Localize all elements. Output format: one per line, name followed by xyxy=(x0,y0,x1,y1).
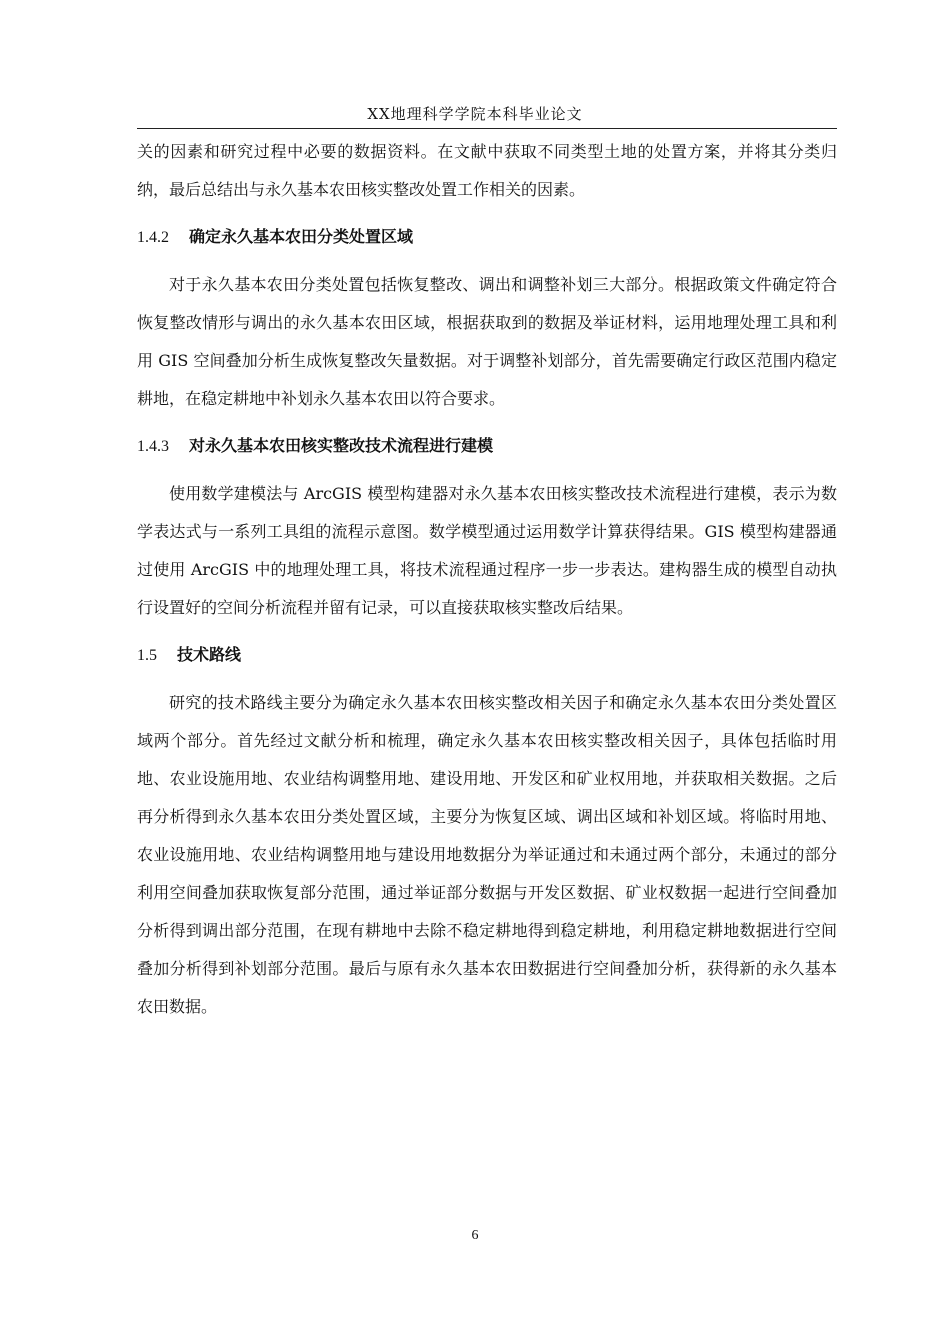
section-title: 对永久基本农田核实整改技术流程进行建模 xyxy=(189,436,494,455)
section-title: 确定永久基本农田分类处置区域 xyxy=(189,227,414,246)
section-heading-1-5 xyxy=(137,633,837,678)
section-heading-1-4-3 xyxy=(137,424,837,469)
page-header: XX地理科学学院本科毕业论文 xyxy=(367,105,583,123)
section-paragraph: 研究的技术路线主要分为确定永久基本农田核实整改相关因子和确定永久基本农田分类处置区域两个部分。首先经过文献分析和梳理，确定永久基本农田核实整改相关因子，具体包括临时用地、农业设施用地、农业结构调整用地、建设用地、开发区和矿业权用地，并获取相关数据。之后再分析得到永久基本农田分类处置区域，主要分为恢复区域、调出区域和补划区域。将临时用地、农业设施用地、农业结构调整用地与建设用地数据分为举证通过和未通过两个部分，未通过的部分利用空间叠加获取恢复部分范围，通过举证部分数据与开发区数据、矿业权数据一起进行空间叠加分析得到调出部分范围，在现有耕地中去除不稳定耕地得到稳定耕地，利用稳定耕地数据进行空间叠加分析得到补划部分范围。最后与原有永久基本农田数据进行空间叠加分析，获得新的永久基本农田数据。 xyxy=(137,693,837,1016)
section-paragraph: 对于永久基本农田分类处置包括恢复整改、调出和调整补划三大部分。根据政策文件确定符合恢复整改情形与调出的永久基本农田区域，根据获取到的数据及举证材料，运用地理处理工具和利用 GIS 空间叠加分析生成恢复整改矢量数据。对于调整补划部分，首先需要确定行政区范围内稳定耕地，在稳定耕地中补划永久基本农田以符合要求。 xyxy=(137,275,837,408)
section-number: 1.4.3 xyxy=(137,438,169,455)
section-number: 1.5 xyxy=(137,647,157,664)
section-paragraph: 使用数学建模法与 ArcGIS 模型构建器对永久基本农田核实整改技术流程进行建模，表示为数学表达式与一系列工具组的流程示意图。数学模型通过运用数学计算获得结果。GIS 模型构建器通过使用 ArcGIS 中的地理处理工具，将技术流程通过程序一步一步表达。建构器生成的模型自动执行设置好的空间分析流程并留有记录，可以直接获取核实整改后结果。 xyxy=(137,484,837,617)
header-divider xyxy=(137,128,837,129)
section-heading-1-4-2 xyxy=(137,215,837,260)
continued-paragraph: 关的因素和研究过程中必要的数据资料。在文献中获取不同类型土地的处置方案，并将其分类归纳，最后总结出与永久基本农田核实整改处置工作相关的因素。 xyxy=(137,142,837,199)
section-number: 1.4.2 xyxy=(137,229,169,246)
document-body xyxy=(137,133,837,1026)
page-number: 6 xyxy=(471,1228,479,1243)
section-title: 技术路线 xyxy=(177,645,242,664)
